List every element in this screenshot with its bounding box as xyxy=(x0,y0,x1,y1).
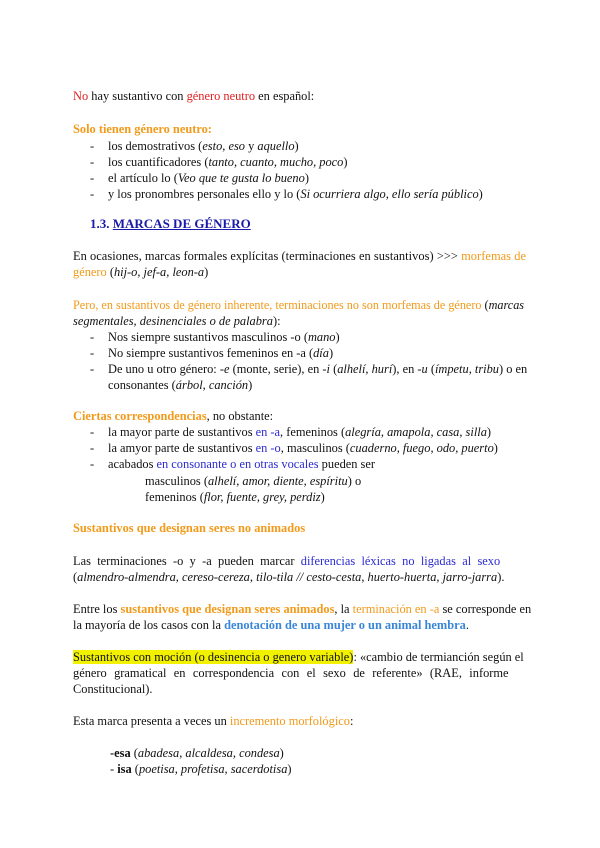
item-text: femeninos ( xyxy=(145,490,204,504)
bullet-dash: - xyxy=(90,457,95,471)
section-heading xyxy=(90,216,528,232)
item-text: No siempre sustantivos femeninos en -a ( xyxy=(108,346,314,360)
pero-item-3 xyxy=(108,361,528,377)
mocion-highlight: Sustantivos con moción (o desinencia o genero variable) xyxy=(73,650,354,664)
terminacion-term: terminación en -a xyxy=(352,602,440,616)
suffix: -esa xyxy=(110,746,131,760)
paragraph-text: Esta marca presenta a veces un xyxy=(73,714,230,728)
examples: marcas xyxy=(488,298,525,312)
noanimados-line-2 xyxy=(73,569,528,585)
item-example: -e xyxy=(219,362,230,376)
item-text: (monte, serie), en xyxy=(229,362,323,376)
ocasiones-line-1 xyxy=(73,248,528,264)
paragraph-text: ( xyxy=(481,298,489,312)
paragraph-text: , no obstante: xyxy=(206,409,274,423)
item-text: , xyxy=(202,378,209,392)
item-text: ) xyxy=(343,155,348,169)
item-text: consonantes ( xyxy=(108,378,176,392)
incremento-term: incremento morfológico xyxy=(229,714,350,728)
item-example: Veo que te gusta lo bueno xyxy=(177,171,305,185)
bullet-dash: - xyxy=(90,425,95,439)
ending-term: en -o xyxy=(255,441,281,455)
item-example: -i xyxy=(322,362,330,376)
item-text: De uno u otro género: xyxy=(108,362,220,376)
lexical-differences-term: diferencias léxicas no ligadas al sexo xyxy=(300,554,501,568)
animados-term: sustantivos que designan seres animados xyxy=(120,602,335,616)
animados-line-1 xyxy=(73,601,532,617)
paragraph-text: ( xyxy=(73,570,78,584)
item-text: ( xyxy=(427,362,435,376)
bullet-dash: - xyxy=(90,139,95,153)
heading-title: MARCAS DE GÉNERO xyxy=(112,216,251,231)
examples: segmentales, desinenciales o de palabra xyxy=(73,314,273,328)
intro-line xyxy=(73,88,528,104)
item-example: día xyxy=(313,346,329,360)
item-text: la amyor parte de sustantivos xyxy=(108,441,256,455)
mocion-line-1 xyxy=(73,649,528,665)
solo-item-4 xyxy=(108,186,528,202)
ciertas-item-1 xyxy=(108,424,528,440)
ending-term: en -a xyxy=(255,425,281,439)
animados-line-2 xyxy=(73,617,528,633)
item-text: ( xyxy=(131,762,139,776)
item-example: alhelí, hurí xyxy=(337,362,393,376)
examples: hij-o, jef-a, leon-a xyxy=(113,265,205,279)
item-text: y xyxy=(244,139,258,153)
item-text: ) xyxy=(294,139,299,153)
item-example: árbol xyxy=(175,378,203,392)
item-example: canción xyxy=(208,378,249,392)
item-text: ), en xyxy=(392,362,418,376)
item-text: - xyxy=(110,762,118,776)
paragraph-text: En ocasiones, marcas formales explícitas (terminaciones en sustantivos) >>> xyxy=(73,249,462,263)
item-example: flor, fuente, grey, perdiz xyxy=(203,490,321,504)
solo-title: Solo tienen género neutro: xyxy=(73,122,212,136)
paragraph-text: : xyxy=(349,714,354,728)
item-text: la mayor parte de sustantivos xyxy=(108,425,256,439)
item-text: , masculinos ( xyxy=(280,441,350,455)
mocion-line-3: Constitucional). xyxy=(73,682,153,696)
item-text: y los pronombres personales ello y lo ( xyxy=(108,187,301,201)
noanimados-title: Sustantivos que designan seres no animados xyxy=(73,521,306,535)
item-example: poetisa, profetisa, sacerdotisa xyxy=(138,762,288,776)
ciertas-sub-1 xyxy=(145,473,528,489)
genero-term: género xyxy=(73,265,107,279)
paragraph-text: : «cambio de termianción según el xyxy=(353,650,524,664)
paragraph-text: Entre los xyxy=(73,602,121,616)
item-text: ( xyxy=(130,746,138,760)
paragraph-text: ( xyxy=(106,265,114,279)
paragraph-text: ) xyxy=(204,265,209,279)
pero-line-1 xyxy=(73,297,528,313)
item-text: los cuantificadores ( xyxy=(108,155,209,169)
item-example: abadesa, alcaldesa, condesa xyxy=(137,746,280,760)
item-example: mano xyxy=(307,330,336,344)
neutro-term: género neutro xyxy=(186,89,256,103)
paragraph-text: la mayoría de los casos con la xyxy=(73,618,225,632)
no-word: No xyxy=(73,89,89,103)
item-example: alhelí, amor, diente, espíritu xyxy=(207,474,348,488)
ciertas-highlight: Ciertas correspondencias xyxy=(73,409,207,423)
ocasiones-line-2 xyxy=(73,264,528,280)
paragraph-text: se corresponde en xyxy=(439,602,532,616)
bullet-dash: - xyxy=(90,362,95,376)
item-text: ) xyxy=(478,187,483,201)
paragraph-text: , la xyxy=(334,602,353,616)
paragraph-text: Las terminaciones -o y -a pueden marcar xyxy=(73,554,301,568)
item-text: el artículo lo ( xyxy=(108,171,178,185)
noanimados-line-1 xyxy=(73,553,528,569)
item-text: ) o xyxy=(347,474,362,488)
incremento-example-1 xyxy=(110,745,528,761)
pero-item-1 xyxy=(108,329,528,345)
paragraph-text: . xyxy=(465,618,469,632)
item-text: ( xyxy=(329,362,338,376)
item-text: Nos siempre sustantivos masculinos -o ( xyxy=(108,330,308,344)
item-text: ) xyxy=(335,330,340,344)
ending-term: en consonante o en otras vocales xyxy=(156,457,319,471)
item-example: cuaderno, fuego, odo, puerto xyxy=(349,441,494,455)
mocion-line-2: género gramatical en correspondencia con el sexo de referente» (RAE, informe xyxy=(73,666,509,680)
item-example: tanto, cuanto, mucho, poco xyxy=(208,155,344,169)
incremento-example-2 xyxy=(110,761,528,777)
item-text: ) xyxy=(304,171,309,185)
solo-item-2 xyxy=(108,154,528,170)
item-text: ) xyxy=(287,762,292,776)
item-text: , femeninos ( xyxy=(280,425,346,439)
item-example: alegría, amapola, casa, silla xyxy=(345,425,487,439)
ciertas-sub-2 xyxy=(145,489,528,505)
paragraph-text: ). xyxy=(497,570,505,584)
intro-text: hay sustantivo con xyxy=(88,89,187,103)
item-text: pueden ser xyxy=(318,457,376,471)
bullet-dash: - xyxy=(90,171,95,185)
bullet-dash: - xyxy=(90,441,95,455)
ciertas-item-2 xyxy=(108,440,528,456)
item-example: -u xyxy=(417,362,428,376)
item-example: aquello xyxy=(257,139,295,153)
pero-highlight: Pero, en sustantivos de género inherente, terminaciones no son morfemas de género xyxy=(73,298,482,312)
paragraph-text: ): xyxy=(272,314,281,328)
item-text: masculinos ( xyxy=(145,474,208,488)
item-text: ) xyxy=(320,490,325,504)
ciertas-item-3 xyxy=(108,456,528,472)
solo-item-3 xyxy=(108,170,528,186)
bullet-dash: - xyxy=(90,330,95,344)
pero-item-3-cont xyxy=(108,377,528,393)
intro-text-end: en español: xyxy=(255,89,315,103)
item-example: ímpetu, tribu xyxy=(434,362,499,376)
bullet-dash: - xyxy=(90,187,95,201)
examples: almendro-almendra, cereso-cereza, tilo-tila // cesto-cesta, huerto-huerta, jarro-jarra xyxy=(77,570,498,584)
incremento-line xyxy=(73,713,528,729)
pero-line-2 xyxy=(73,313,528,329)
denotacion-term: denotación de una mujer o un animal hembra xyxy=(224,618,466,632)
suffix: isa xyxy=(117,762,132,776)
item-text: ) xyxy=(279,746,284,760)
item-example: Si ocurriera algo, ello sería público xyxy=(300,187,479,201)
item-text: ) xyxy=(328,346,334,360)
heading-number: 1.3. xyxy=(90,216,113,231)
item-text: los demostrativos ( xyxy=(108,139,203,153)
item-text: ) xyxy=(493,441,498,455)
item-text: ) xyxy=(248,378,253,392)
pero-item-2 xyxy=(108,345,528,361)
morfemas-term: morfemas de xyxy=(461,249,526,263)
bullet-dash: - xyxy=(90,346,95,360)
bullet-dash: - xyxy=(90,155,95,169)
item-text: acabados xyxy=(108,457,157,471)
item-text: ) xyxy=(486,425,492,439)
solo-item-1 xyxy=(108,138,528,154)
item-text: ) o en xyxy=(499,362,528,376)
ciertas-title xyxy=(73,408,528,424)
item-example: esto, eso xyxy=(202,139,245,153)
